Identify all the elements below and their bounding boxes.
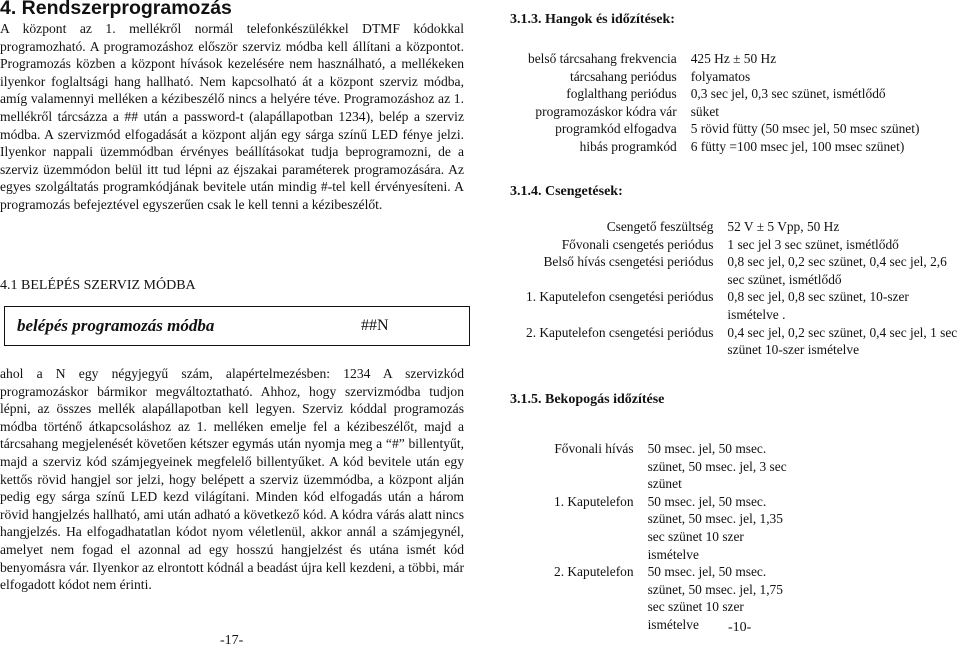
command-box xyxy=(4,306,470,346)
section-heading: 4.1 BELÉPÉS SZERVIZ MÓDBA xyxy=(0,278,196,293)
sounds-row xyxy=(528,50,919,68)
row-value: 6 fütty =100 msec jel, 100 msec szünet) xyxy=(690,138,905,154)
row-value: 0,8 sec jel, 0,2 sec szünet, 0,4 sec jel, 2,6 sec szünet, ismétlődő xyxy=(727,254,947,287)
row-value: 1 sec jel 3 sec szünet, ismétlődő xyxy=(727,236,899,252)
row-label: hibás programkód xyxy=(579,138,677,154)
section-title-ringing: 3.1.4. Csengetések: xyxy=(510,184,623,199)
sounds-row xyxy=(528,138,919,156)
knock-table xyxy=(554,440,794,634)
sounds-row xyxy=(528,85,919,103)
knock-row xyxy=(554,440,794,493)
intro-paragraph: A központ az 1. mellékről normál telefonkészülékkel DTMF kódokkal programozható. A programozáshoz először szerviz módba kell állítani a központot. Programozás közben a központ hívások kezelésére nem használható, a mellékeken ilyenkor foglaltsági hang hallható. Nem kapcsolható át a központ szerviz módba, amíg valamennyi melléken a kézibeszélő nincs a helyére téve. Programozáshoz az 1. mellékről tárcsázza a ## után a password-t (alapállapotban 1234), belép a szerviz módba. A szervizmód elfogadását a központ alján egy sárga színű LED fénye jelzi. Ilyenkor nappali üzemmódban érvényes beállításokat tudja beprogramozni, de a szerviz üzemmódon belül itt tud lépni az éjszakai paraméterek programozására. Az egyes szolgáltatás programkódjának bevitele után mindig #-tel kell érvényesíteni. A programozás befejeztével egyszerűen csak le kell tenni a kézibeszélőt. xyxy=(0,21,464,212)
body-paragraph: ahol a N egy négyjegyű szám, alapértelmezésben: 1234 A szervizkód programozáskor bármikor megváltoztatható. Ahhoz, hogy szervizmódba tudjon lépni, az összes mellék alapállapotban kell legyen. Szerviz kóddal programozás módba történő átkapcsoláshoz az 1. melléken emelje fel a kézibeszélőt, majd a tárcsahang megjelenését követően kétszer egymás után nyomja meg a “#” billentyűt, majd a szerviz kód számjegyeinek megfelelő billentyűket. A kód bevitele után egy kettős rövid hangjel sor jelzi, hogy belépett a szerviz üzemmódba, a központ alján pedig egy sárga színű LED kezd világítani. Minden kód elfogadás után a három rövid hangjelzés hallható, ami után adható a következő kód. A kódra várás alatt nincs hangjelzés. Ha elfogadhatatlan kódot nyom véletlenül, akkor annál a számjegynél, amelyet nem fogad el azonnal ad egy hosszú hangjelzést és utána ismét kód benyomásra vár. Ilyenkor az elrontott kódnál a beadást újra kell kezdeni, a többi, már elfogadott kódot nem érinti. xyxy=(0,366,464,593)
row-label: foglalthang periódus xyxy=(566,86,677,102)
row-label: 1. Kaputelefon xyxy=(554,493,634,509)
section-title-knock: 3.1.5. Bekopogás időzítése xyxy=(510,392,665,407)
page-heading: 4. Rendszerprogramozás xyxy=(0,0,232,19)
row-label: Fővonali hívás xyxy=(554,441,634,456)
ringing-table xyxy=(526,218,960,359)
row-value: süket xyxy=(690,103,719,119)
ringing-row xyxy=(526,253,960,288)
ringing-row xyxy=(526,236,960,254)
row-value: 50 msec. jel, 50 msec. szünet, 50 msec. jel, 3 sec szünet xyxy=(647,441,787,492)
row-label: 2. Kaputelefon csengetési periódus xyxy=(526,324,714,340)
page-number-left: -17- xyxy=(220,633,244,648)
row-value: 425 Hz ± 50 Hz xyxy=(690,51,777,66)
knock-row xyxy=(554,563,794,633)
row-label: 1. Kaputelefon csengetési periódus xyxy=(526,289,714,305)
row-label: programkód elfogadva xyxy=(555,121,677,137)
command-label: belépés programozás módba xyxy=(17,316,215,335)
row-label: 2. Kaputelefon xyxy=(554,564,634,580)
row-label: tárcsahang periódus xyxy=(570,68,677,84)
sounds-table xyxy=(528,50,919,156)
row-label: Belső hívás csengetési periódus xyxy=(543,254,714,270)
sounds-row xyxy=(528,68,919,86)
command-code: ##N xyxy=(361,317,389,334)
sounds-row xyxy=(528,120,919,138)
ringing-row xyxy=(526,288,960,323)
row-value: 52 V ± 5 Vpp, 50 Hz xyxy=(727,219,840,234)
ringing-row xyxy=(526,218,960,236)
row-label: belső tárcsahang frekvencia xyxy=(528,51,677,66)
row-label: programozáskor kódra vár xyxy=(535,103,677,119)
knock-row xyxy=(554,493,794,563)
row-value: 0,8 sec jel, 0,8 sec szünet, 10-szer ismételve . xyxy=(727,289,909,322)
ringing-row xyxy=(526,324,960,359)
row-label: Csengető feszültség xyxy=(606,219,714,234)
row-value: folyamatos xyxy=(690,68,751,84)
row-value: 0,4 sec jel, 0,2 sec szünet, 0,4 sec jel, 1 sec szünet 10-szer ismételve xyxy=(727,324,958,358)
row-value: 50 msec. jel, 50 msec. szünet, 50 msec. jel, 1,75 sec szünet 10 szer ismételve xyxy=(647,564,783,632)
row-value: 50 msec. jel, 50 msec. szünet, 50 msec. jel, 1,35 sec szünet 10 szer ismételve xyxy=(647,493,783,562)
row-value: 5 rövid fütty (50 msec jel, 50 msec szünet) xyxy=(690,121,920,137)
sounds-row xyxy=(528,103,919,121)
row-value: 0,3 sec jel, 0,3 sec szünet, ismétlődő xyxy=(690,86,886,102)
page-number-right: -10- xyxy=(728,620,752,635)
row-label: Fővonali csengetés periódus xyxy=(561,236,714,252)
section-title-sounds: 3.1.3. Hangok és időzítések: xyxy=(510,12,675,27)
